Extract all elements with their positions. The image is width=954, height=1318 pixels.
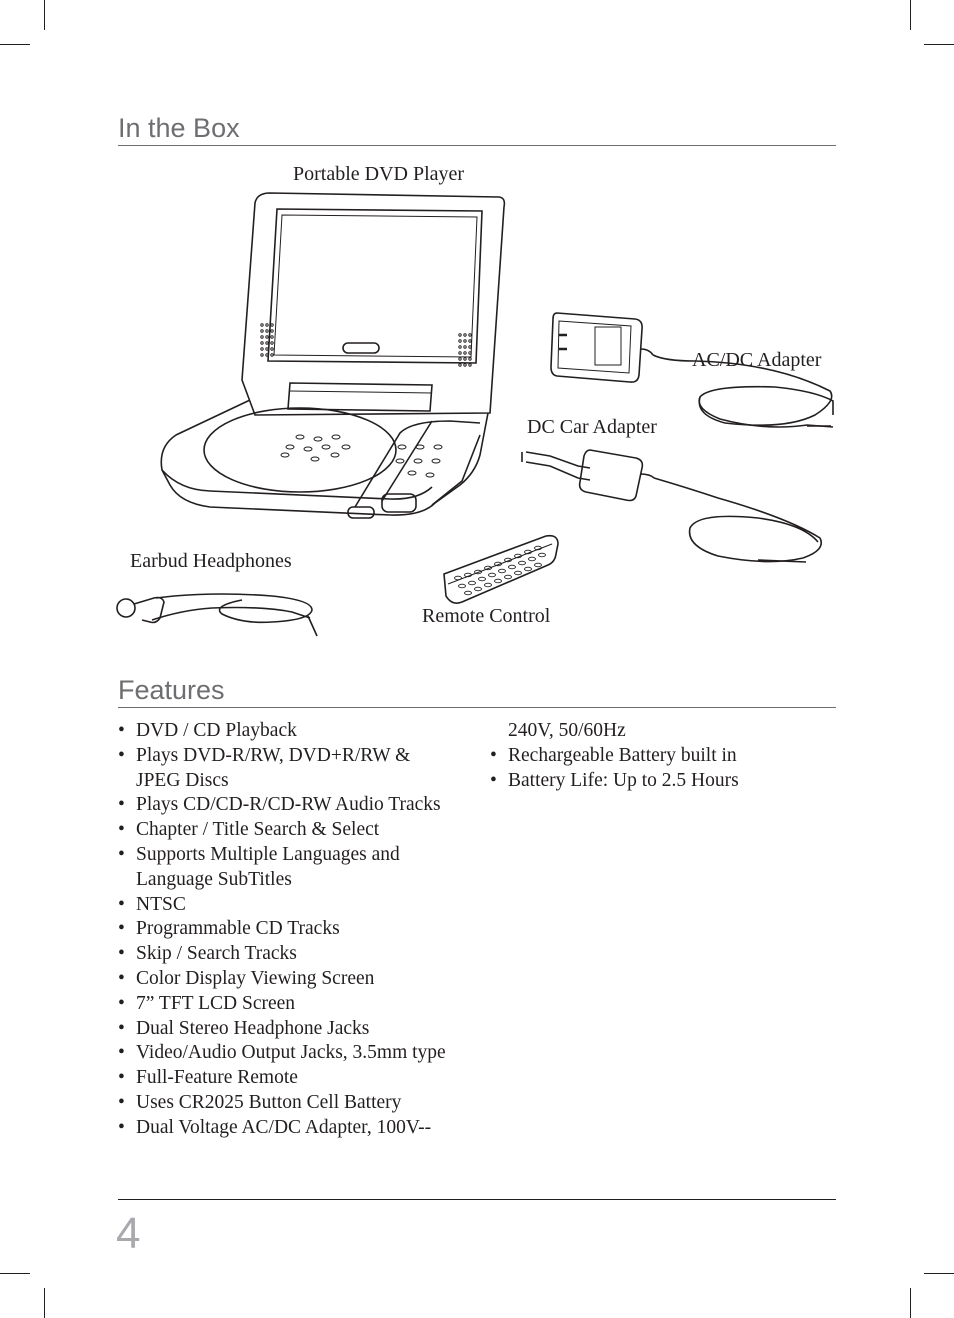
feature-item: • Skip / Search Tracks [118, 942, 478, 967]
crop-mark [0, 44, 30, 45]
remote-control-label: Remote Control [422, 605, 551, 627]
remote-control-illustration [438, 530, 563, 605]
feature-item: • Plays DVD-R/RW, DVD+R/RW & [118, 744, 478, 769]
feature-item: • Battery Life: Up to 2.5 Hours [490, 769, 830, 794]
dvd-player-label: Portable DVD Player [293, 163, 465, 185]
feature-item: • Plays CD/CD-R/CD-RW Audio Tracks [118, 793, 478, 818]
feature-item: JPEG Discs [136, 769, 229, 791]
crop-mark [0, 1273, 30, 1274]
dvd-player-illustration [150, 185, 510, 540]
crop-mark [44, 0, 45, 30]
crop-mark [44, 1288, 45, 1318]
crop-mark [924, 44, 954, 45]
features-list-left [118, 719, 478, 1141]
footer-rule [118, 1199, 836, 1200]
ac-dc-adapter-label: AC/DC Adapter [692, 349, 822, 371]
feature-item: • Dual Voltage AC/DC Adapter, 100V-- [118, 1116, 478, 1141]
feature-item: • Full-Feature Remote [118, 1066, 478, 1091]
dc-car-adapter-illustration [518, 438, 828, 570]
crop-mark [910, 0, 911, 30]
feature-item: • Uses CR2025 Button Cell Battery [118, 1091, 478, 1116]
feature-item: • Video/Audio Output Jacks, 3.5mm type [118, 1041, 478, 1066]
in-the-box-heading: In the Box [118, 112, 836, 146]
feature-item: • NTSC [118, 893, 478, 918]
feature-item: • Color Display Viewing Screen [118, 967, 478, 992]
crop-mark [924, 1273, 954, 1274]
feature-item: • Dual Stereo Headphone Jacks [118, 1017, 478, 1042]
dc-car-adapter-label: DC Car Adapter [527, 416, 657, 438]
earbud-headphones-illustration [112, 578, 327, 640]
crop-mark [910, 1288, 911, 1318]
feature-item: • 7” TFT LCD Screen [118, 992, 478, 1017]
features-heading: Features [118, 674, 836, 708]
feature-item: Language SubTitles [136, 868, 292, 890]
feature-item: • Rechargeable Battery built in [490, 744, 830, 769]
ac-dc-adapter-illustration [545, 305, 840, 435]
feature-item: • Supports Multiple Languages and [118, 843, 478, 868]
features-list-right [490, 719, 830, 793]
feature-item: • Programmable CD Tracks [118, 917, 478, 942]
page-number: 4 [116, 1209, 141, 1258]
feature-item: • DVD / CD Playback [118, 719, 478, 744]
feature-item: • Chapter / Title Search & Select [118, 818, 478, 843]
feature-item: 240V, 50/60Hz [508, 720, 626, 741]
earbud-headphones-label: Earbud Headphones [130, 550, 292, 572]
